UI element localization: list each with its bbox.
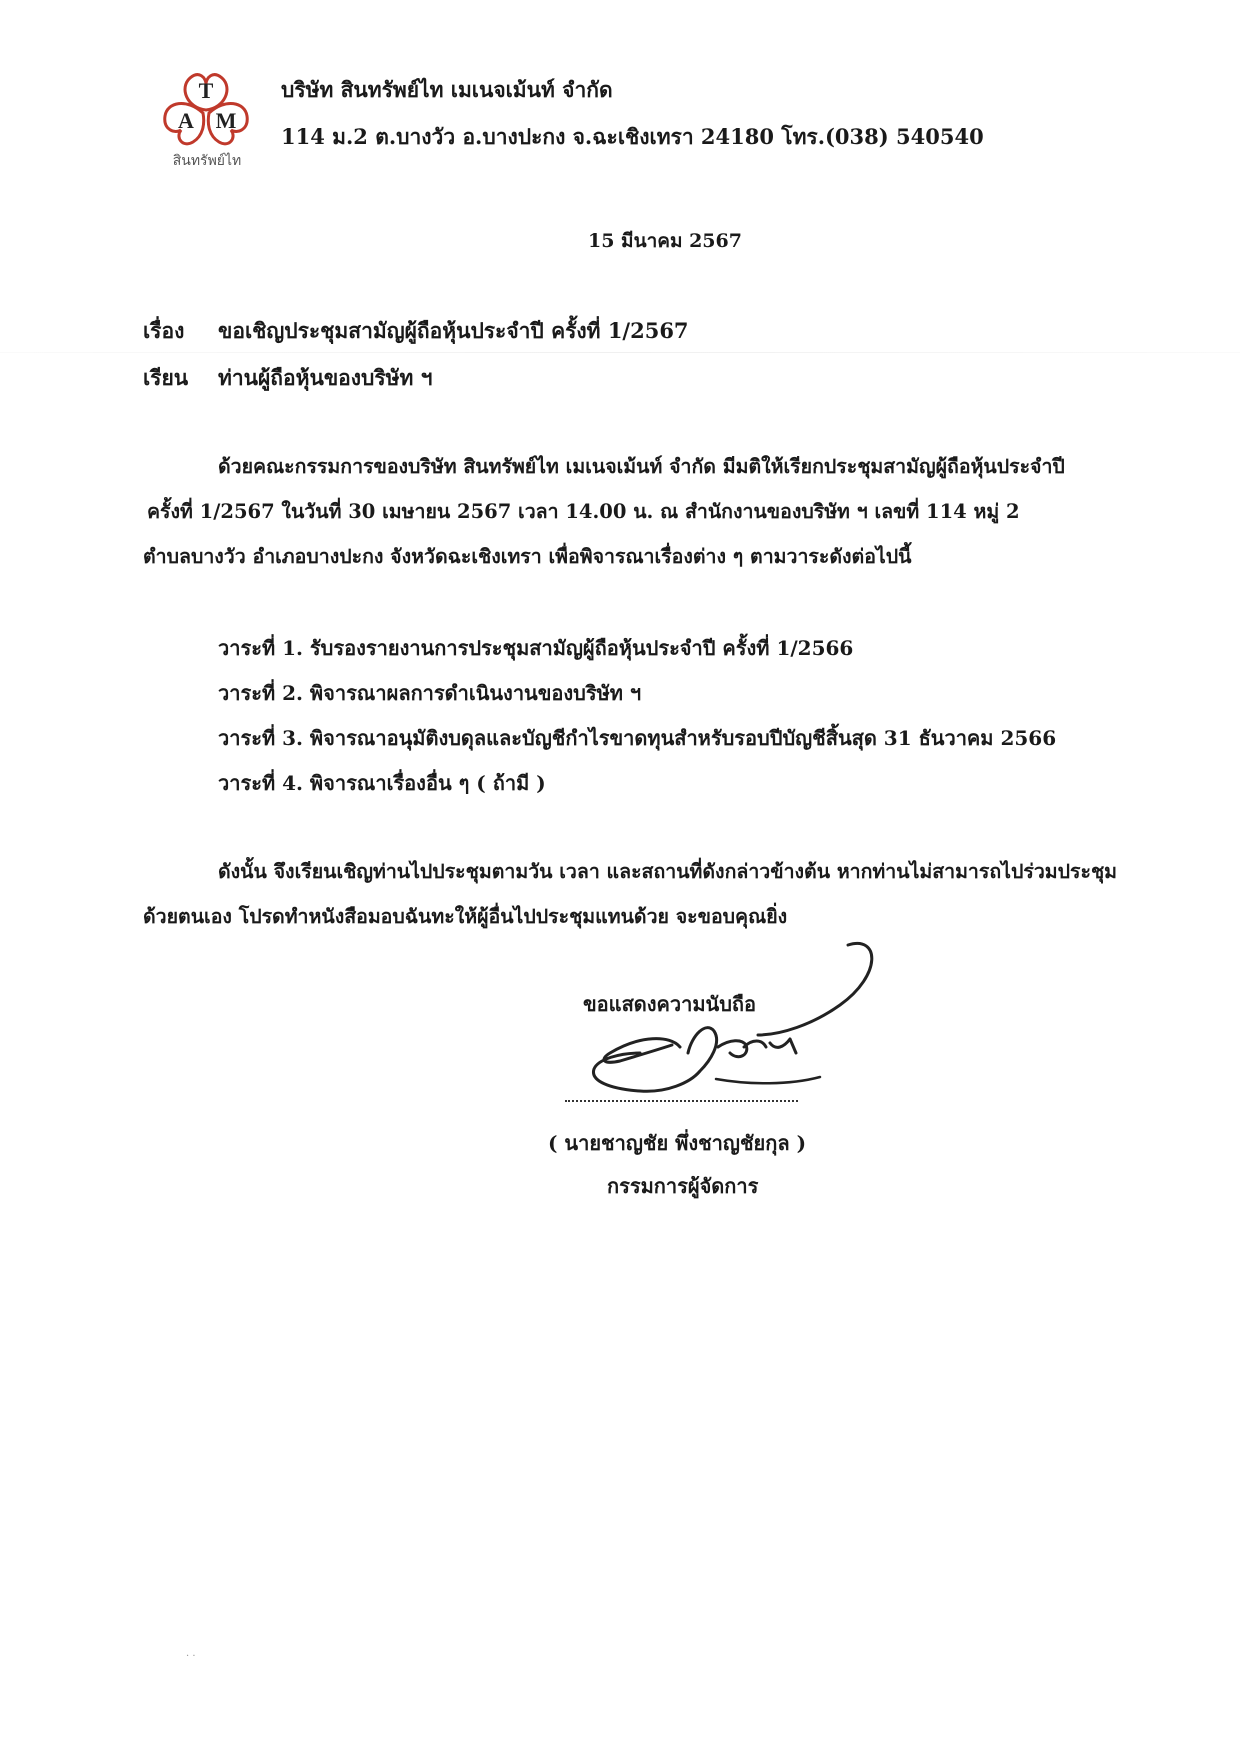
company-logo bbox=[157, 68, 255, 168]
body-paragraph-2-line-1: ดังนั้น จึงเรียนเชิญท่านไปประชุมตามวัน เวลา และสถานที่ดังกล่าวข้างต้น หากท่านไม่สามารถไปร่วมประชุม bbox=[218, 860, 1118, 883]
company-name: บริษัท สินทรัพย์ไท เมเนจเม้นท์ จำกัด bbox=[281, 77, 613, 102]
handwritten-signature bbox=[580, 935, 880, 1115]
paper-fold-line bbox=[0, 352, 1240, 353]
recipient-text: ท่านผู้ถือหุ้นของบริษัท ฯ bbox=[218, 365, 433, 390]
signature-dotted-line bbox=[565, 1100, 798, 1102]
closing-salutation: ขอแสดงความนับถือ bbox=[583, 992, 757, 1016]
subject-label: เรื่อง bbox=[143, 318, 185, 343]
logo-emblem-icon bbox=[157, 68, 255, 152]
stray-mark: · · bbox=[186, 1651, 196, 1662]
agenda-item-3: วาระที่ 3. พิจารณาอนุมัติงบดุลและบัญชีกำไรขาดทุนสำหรับรอบปีบัญชีสิ้นสุด 31 ธันวาคม 2566 bbox=[218, 726, 1057, 750]
logo-letter-m: M bbox=[215, 108, 237, 133]
body-paragraph-2-line-2: ด้วยตนเอง โปรดทำหนังสือมอบฉันทะให้ผู้อื่นไปประชุมแทนด้วย จะขอบคุณยิ่ง bbox=[143, 905, 788, 928]
signer-name: ( นายชาญชัย พึ่งชาญชัยกุล ) bbox=[548, 1131, 807, 1155]
agenda-item-1: วาระที่ 1. รับรองรายงานการประชุมสามัญผู้ถือหุ้นประจำปี ครั้งที่ 1/2566 bbox=[218, 636, 854, 660]
body-paragraph-1-line-1: ด้วยคณะกรรมการของบริษัท สินทรัพย์ไท เมเนจเม้นท์ จำกัด มีมติให้เรียกประชุมสามัญผู้ถือหุ้นประจำปี bbox=[218, 455, 1065, 478]
agenda-item-2: วาระที่ 2. พิจารณาผลการดำเนินงานของบริษัท ฯ bbox=[218, 681, 642, 705]
body-paragraph-1-line-2: ครั้งที่ 1/2567 ในวันที่ 30 เมษายน 2567 เวลา 14.00 น. ณ สำนักงานของบริษัท ฯ เลขที่ 114 หมู่ 2 bbox=[147, 500, 1020, 523]
agenda-item-4: วาระที่ 4. พิจารณาเรื่องอื่น ๆ ( ถ้ามี ) bbox=[218, 771, 546, 795]
subject-text: ขอเชิญประชุมสามัญผู้ถือหุ้นประจำปี ครั้งที่ 1/2567 bbox=[218, 318, 689, 343]
logo-letter-a: A bbox=[178, 108, 194, 133]
company-address: 114 ม.2 ต.บางวัว อ.บางปะกง จ.ฉะเชิงเทรา 24180 โทร.(038) 540540 bbox=[281, 124, 984, 149]
signer-position: กรรมการผู้จัดการ bbox=[607, 1174, 759, 1198]
body-paragraph-1-line-3: ตำบลบางวัว อำเภอบางปะกง จังหวัดฉะเชิงเทรา เพื่อพิจารณาเรื่องต่าง ๆ ตามวาระดังต่อไปนี้ bbox=[143, 545, 912, 568]
recipient-label: เรียน bbox=[143, 365, 189, 390]
logo-letter-t: T bbox=[198, 78, 214, 103]
letter-date: 15 มีนาคม 2567 bbox=[588, 230, 742, 252]
logo-caption: สินทรัพย์ไท bbox=[172, 153, 242, 169]
